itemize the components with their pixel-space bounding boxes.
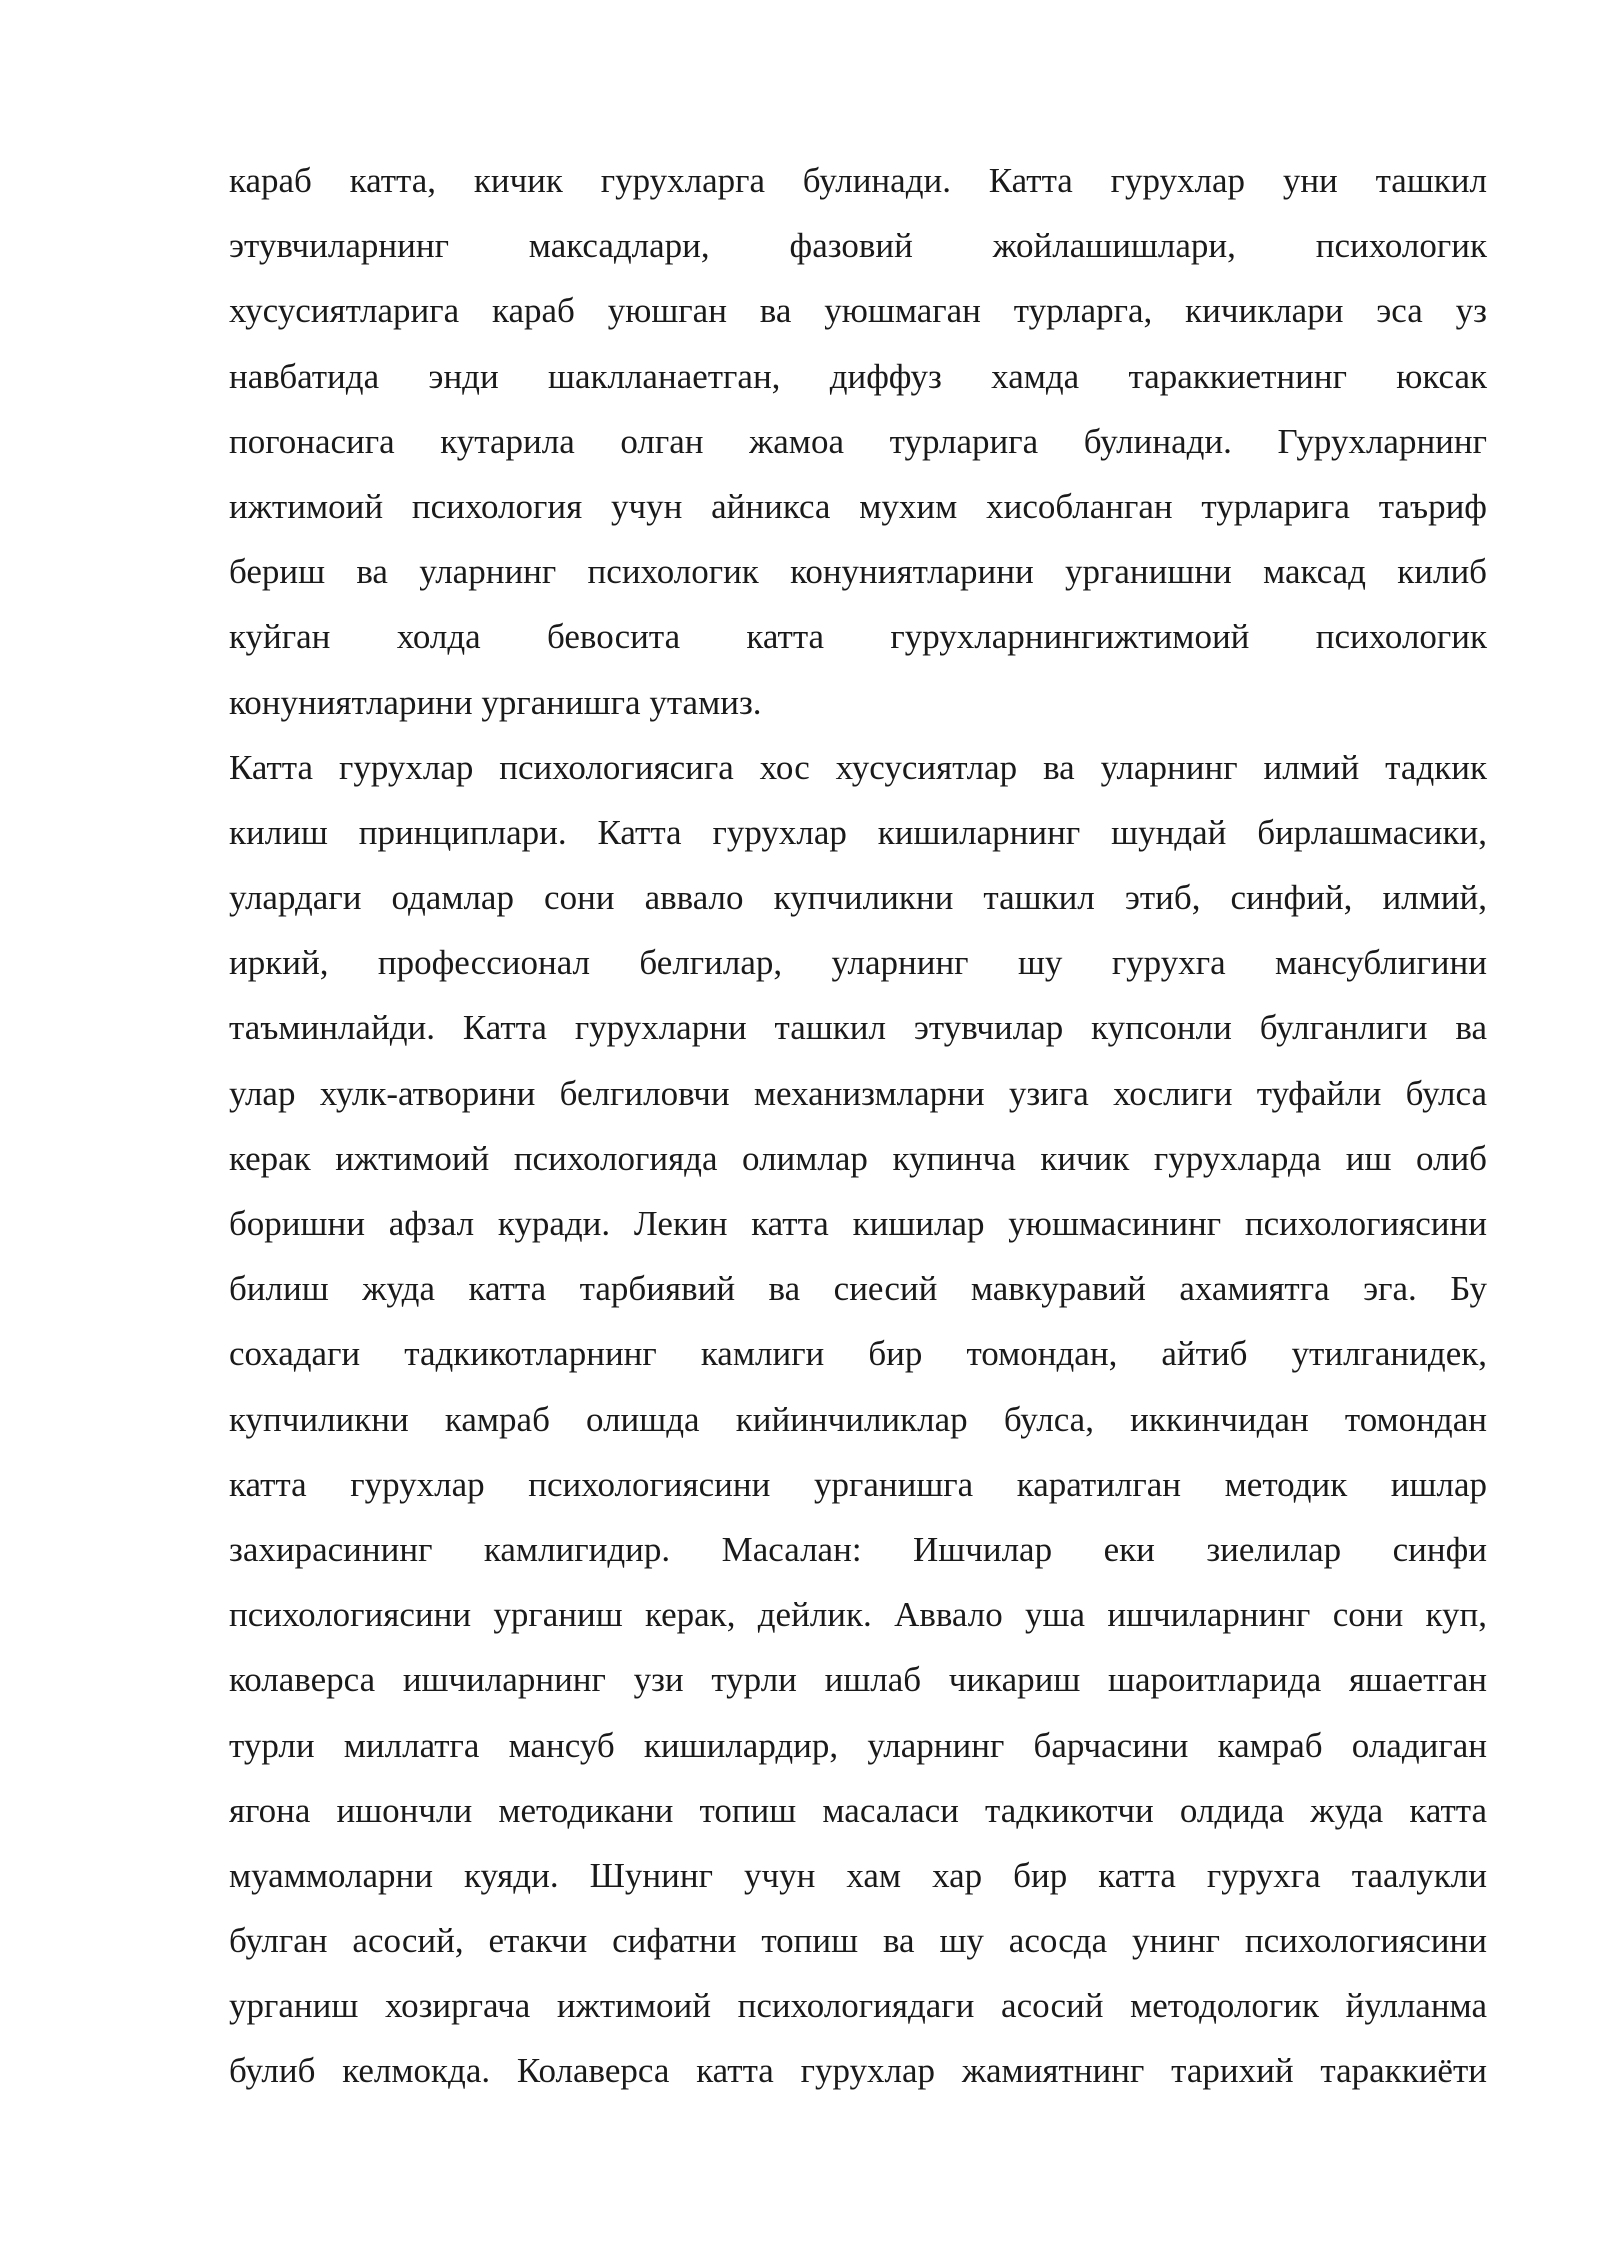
text-line: боришни афзал куради. Лекин катта кишилар уюшмасининг психологиясини (229, 1204, 1487, 1243)
text-line: купчиликни камраб олишда кийинчиликлар булса, иккинчидан томондан (229, 1399, 1487, 1439)
text-line: караб катта, кичик гурухларга булинади. Катта гурухлар уни ташкил (229, 161, 1487, 200)
text-line: булган асосий, етакчи сифатни топиш ва шу асосда унинг психологиясини (229, 1921, 1487, 1961)
text-line: катта гурухлар психологиясини урганишга каратилган методик ишлар (229, 1464, 1487, 1504)
text-line: урганиш хозиргача ижтимоий психологиядаги асосий методологик йулланма (229, 1986, 1487, 2026)
text-line: навбатида энди шаклланаетган, диффуз хамда тараккиетнинг юксак (229, 356, 1487, 396)
text-line: иркий, профессионал белгилар, уларнинг шу гурухга мансублигини (229, 943, 1487, 983)
text-line: куйган холда бевосита катта гурухларнингижтимоий психологик (229, 617, 1487, 657)
text-line: керак ижтимоий психологияда олимлар купинча кичик гурухларда иш олиб (229, 1138, 1487, 1178)
text-line: таъминлайди. Катта гурухларни ташкил этувчилар купсонли булганлиги ва (229, 1008, 1487, 1048)
text-line: захирасининг камлигидир. Масалан: Ишчилар еки зиелилар синфи (229, 1529, 1487, 1569)
text-line: ягона ишончли методикани топиш масаласи тадкикотчи олдида жуда катта (229, 1790, 1487, 1830)
text-line: Катта гурухлар психологиясига хос хусусиятлар ва уларнинг илмий тадкик (229, 747, 1487, 787)
text-line: сохадаги тадкикотларнинг камлиги бир томондан, айтиб утилганидек, (229, 1334, 1487, 1374)
text-line: улардаги одамлар сони аввало купчиликни ташкил этиб, синфий, илмий, (229, 878, 1487, 918)
text-line: билиш жуда катта тарбиявий ва сиесий мавкуравий ахамиятга эга. Бу (229, 1269, 1487, 1309)
text-line: колаверса ишчиларнинг узи турли ишлаб чикариш шароитларида яшаетган (229, 1660, 1487, 1700)
text-line: хусусиятларига караб уюшган ва уюшмаган турларга, кичиклари эса уз (229, 291, 1487, 331)
text-line: конуниятларини урганишга утамиз. (229, 682, 762, 722)
text-line: муаммоларни куяди. Шунинг учун хам хар бир катта гурухга таалукли (229, 1855, 1487, 1895)
text-line: погонасига кутарила олган жамоа турларига булинади. Гурухларнинг (229, 421, 1487, 461)
text-line: килиш принциплари. Катта гурухлар кишиларнинг шундай бирлашмасики, (229, 812, 1487, 852)
body-text (229, 148, 1487, 2104)
text-line: психологиясини урганиш керак, дейлик. Аввало уша ишчиларнинг сони куп, (229, 1595, 1487, 1635)
text-line: турли миллатга мансуб кишилардир, уларнинг барчасини камраб оладиган (229, 1725, 1487, 1765)
text-line: бериш ва уларнинг психологик конуниятларини урганишни максад килиб (229, 552, 1487, 592)
text-line: улар хулк-атворини белгиловчи механизмларни узига хослиги туфайли булса (229, 1073, 1487, 1113)
text-line: булиб келмокда. Колаверса катта гурухлар жамиятнинг тарихий тараккиёти (229, 2051, 1487, 2091)
text-line: этувчиларнинг максадлари, фазовий жойлашишлари, психологик (229, 226, 1487, 266)
text-line: ижтимоий психология учун айникса мухим хисобланган турларига таъриф (229, 486, 1487, 526)
